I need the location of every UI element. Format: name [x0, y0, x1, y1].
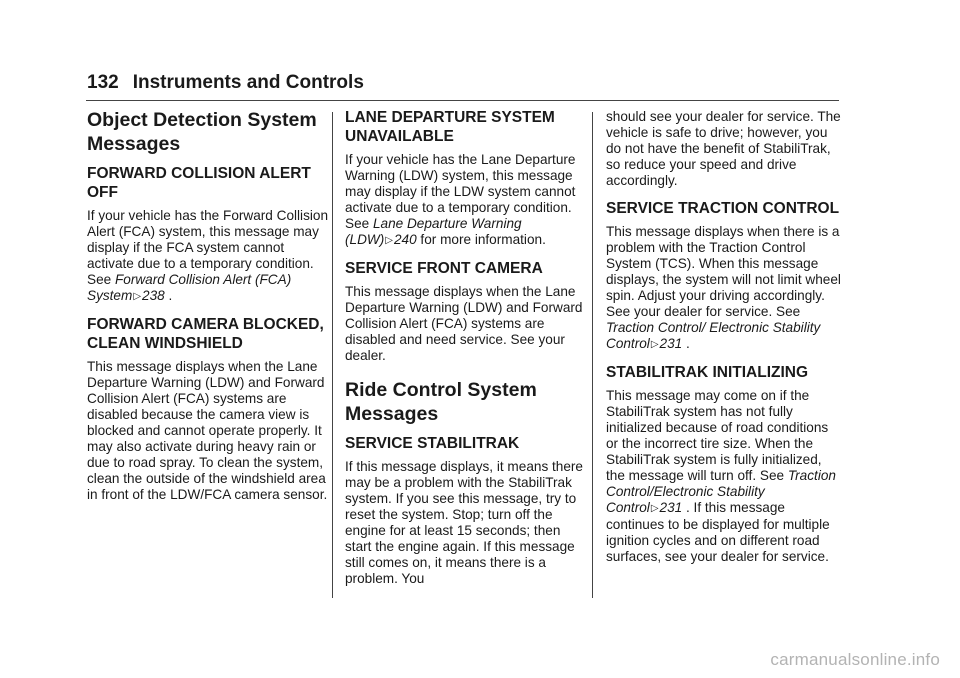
ref-link-fca[interactable]: Forward Collision Alert (FCA) System: [87, 272, 292, 303]
para-fca-off: [87, 208, 329, 305]
heading-lane-departure-unavailable: LANE DEPARTURE SYSTEM UNAVAILABLE: [345, 109, 555, 145]
para-service-front-camera: This message displays when the Lane Departure Warning (LDW) and Forward Collision Alert (FCA) systems are disabled and need service. See your dealer.: [345, 284, 583, 363]
page-number: 132: [87, 72, 119, 93]
ref-page[interactable]: 240: [393, 232, 417, 247]
ref-page[interactable]: 238: [142, 288, 165, 303]
heading-service-traction-control: SERVICE TRACTION CONTROL: [606, 200, 840, 217]
para-text: This message may come on if the StabiliTrak system has not fully initialized because of road conditions or the incorrect tire size. When the StabiliTrak system is fully initialized, the message will turn off. See: [606, 388, 829, 483]
para-tail: . If this message continues to be displayed for multiple ignition cycles and on different road surfaces, see your dealer for service.: [606, 500, 830, 564]
watermark: carmanualsonline.info: [770, 650, 940, 669]
para-tail: .: [682, 336, 690, 351]
para-service-stabilitrak: If this message displays, it means there may be a problem with the StabiliTrak system. If you see this message, try to reset the system. Stop; turn off the engine for at least 15 seconds; then start the engine again. If this message still comes on, it means there is a problem. You: [345, 459, 583, 586]
page-ref-arrow-icon: ▷: [133, 291, 142, 302]
page-ref-arrow-icon: ▷: [385, 235, 393, 246]
para-stabilitrak-continued: should see your dealer for service. The vehicle is safe to drive; however, you do not have the benefit of StabiliTrak, so reduce your speed and drive accordingly.: [606, 109, 841, 188]
para-camera-blocked: This message displays when the Lane Departure Warning (LDW) and Forward Collision Alert (FCA) systems are disabled because the camera view is blocked and cannot operate properly. It may also activate during heavy rain or due to road spray. To clean the system, clean the outside of the windshield area in front of the LDW/FCA camera sensor.: [87, 359, 328, 502]
header-rule: [86, 100, 839, 101]
para-tail: for more information.: [416, 232, 546, 247]
heading-service-stabilitrak: SERVICE STABILITRAK: [345, 435, 520, 452]
column-divider-1: [332, 112, 333, 598]
heading-camera-blocked: FORWARD CAMERA BLOCKED, CLEAN WINDSHIELD: [87, 316, 324, 352]
page-ref-arrow-icon: ▷: [650, 339, 659, 350]
heading-fca-off: FORWARD COLLISION ALERT OFF: [87, 165, 311, 201]
column-1: [87, 108, 329, 513]
column-divider-2: [592, 112, 593, 598]
para-tail: .: [164, 288, 173, 303]
para-text: If your vehicle has the Lane Departure Warning (LDW) system, this message may display if the LDW system cannot activate due to a temporary condition. See: [345, 152, 576, 231]
ref-link-traction-2[interactable]: Traction Control/Electronic Stability Control: [606, 468, 836, 515]
page-header: [87, 72, 364, 94]
para-service-traction-control: [606, 224, 842, 353]
ref-link-traction[interactable]: Traction Control/ Electronic Stability Control: [606, 320, 821, 351]
para-text: If your vehicle has the Forward Collision Alert (FCA) system, this message may display if the FCA system cannot activate due to a temporary condition. See: [87, 208, 329, 287]
column-2: [345, 108, 585, 597]
ref-link-ldw[interactable]: Lane Departure Warning (LDW): [345, 216, 522, 247]
heading-object-detection: Object Detection System Messages: [87, 109, 317, 155]
page-ref-arrow-icon: ▷: [650, 503, 659, 514]
section-title: Instruments and Controls: [132, 72, 364, 93]
heading-stabilitrak-initializing: STABILITRAK INITIALIZING: [606, 364, 809, 381]
heading-service-front-camera: SERVICE FRONT CAMERA: [345, 260, 543, 277]
para-text: This message displays when there is a problem with the Traction Control System (TCS). When this message displays, the system will not limit wheel spin. Adjust your driving accordingly. See your dealer for service. See: [606, 224, 841, 319]
ref-page[interactable]: 231: [659, 336, 683, 351]
para-lane-departure: [345, 152, 585, 249]
heading-ride-control: Ride Control System Messages: [345, 379, 537, 425]
para-stabilitrak-initializing: [606, 388, 842, 565]
column-3: [606, 109, 842, 575]
ref-page[interactable]: 231: [659, 500, 683, 515]
